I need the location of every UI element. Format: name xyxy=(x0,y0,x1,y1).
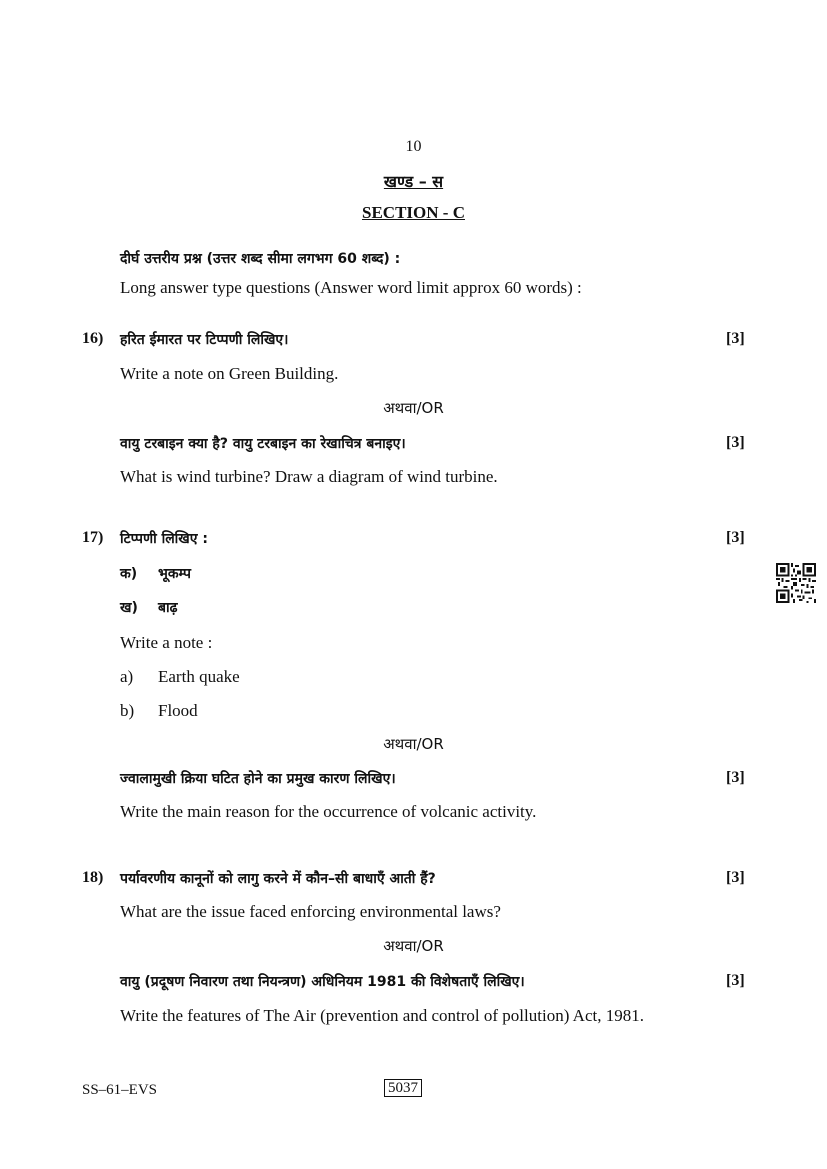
option-label: a) xyxy=(120,667,134,686)
booklet-code: 5037 xyxy=(384,1079,422,1097)
alternative-question-hindi: वायु (प्रदूषण निवारण तथा नियन्त्रण) अधिनियम 1981 की विशेषताएँ लिखिए। xyxy=(120,974,525,990)
marks-label: [3] xyxy=(726,972,745,989)
option-label: ख) xyxy=(120,600,138,616)
question-text-english: What are the issue faced enforcing environmental laws? xyxy=(120,902,501,921)
question-number: 17) xyxy=(82,529,104,546)
option-text: Flood xyxy=(158,701,198,720)
alternative-question-hindi: वायु टरबाइन क्या है? वायु टरबाइन का रेखाचित्र बनाइए। xyxy=(120,436,406,452)
option-text: भूकम्प xyxy=(158,566,192,582)
question-text-english: Write a note on Green Building. xyxy=(120,364,339,383)
or-divider: अथवा/OR xyxy=(383,399,444,417)
marks-label: [3] xyxy=(726,434,745,451)
instructions-hindi: दीर्घ उत्तरीय प्रश्न (उत्तर शब्द सीमा लगभग 60 शब्द) : xyxy=(120,251,401,267)
question-text-hindi: हरित ईमारत पर टिप्पणी लिखिए। xyxy=(120,332,289,348)
question-text-english: Write a note : xyxy=(120,633,213,652)
alternative-question-english: What is wind turbine? Draw a diagram of wind turbine. xyxy=(120,467,498,486)
instructions-english: Long answer type questions (Answer word limit approx 60 words) : xyxy=(120,278,582,297)
section-title-english: SECTION - C xyxy=(362,203,465,222)
or-divider: अथवा/OR xyxy=(383,735,444,753)
section-title-hindi: खण्ड – स xyxy=(383,172,444,191)
question-text-hindi: टिप्पणी लिखिए : xyxy=(120,531,208,547)
alternative-question-hindi: ज्वालामुखी क्रिया घटित होने का प्रमुख कारण लिखिए। xyxy=(120,771,396,787)
marks-label: [3] xyxy=(726,769,745,786)
question-number: 16) xyxy=(82,330,104,347)
option-label: क) xyxy=(120,566,138,582)
marks-label: [3] xyxy=(726,529,745,546)
alternative-question-english: Write the features of The Air (prevention and control of pollution) Act, 1981. xyxy=(120,1006,644,1025)
marks-label: [3] xyxy=(726,869,745,886)
paper-code: SS–61–EVS xyxy=(82,1082,158,1098)
page-number: 10 xyxy=(405,138,422,155)
option-text: बाढ़ xyxy=(158,600,178,616)
or-divider: अथवा/OR xyxy=(383,937,444,955)
marks-label: [3] xyxy=(726,330,745,347)
question-number: 18) xyxy=(82,869,104,886)
option-text: Earth quake xyxy=(158,667,240,686)
option-label: b) xyxy=(120,701,135,720)
qr-code-icon xyxy=(776,563,816,603)
alternative-question-english: Write the main reason for the occurrence of volcanic activity. xyxy=(120,802,537,821)
question-text-hindi: पर्यावरणीय कानूनों को लागु करने में कौन–सी बाधाएँ आती हैं? xyxy=(120,871,436,887)
